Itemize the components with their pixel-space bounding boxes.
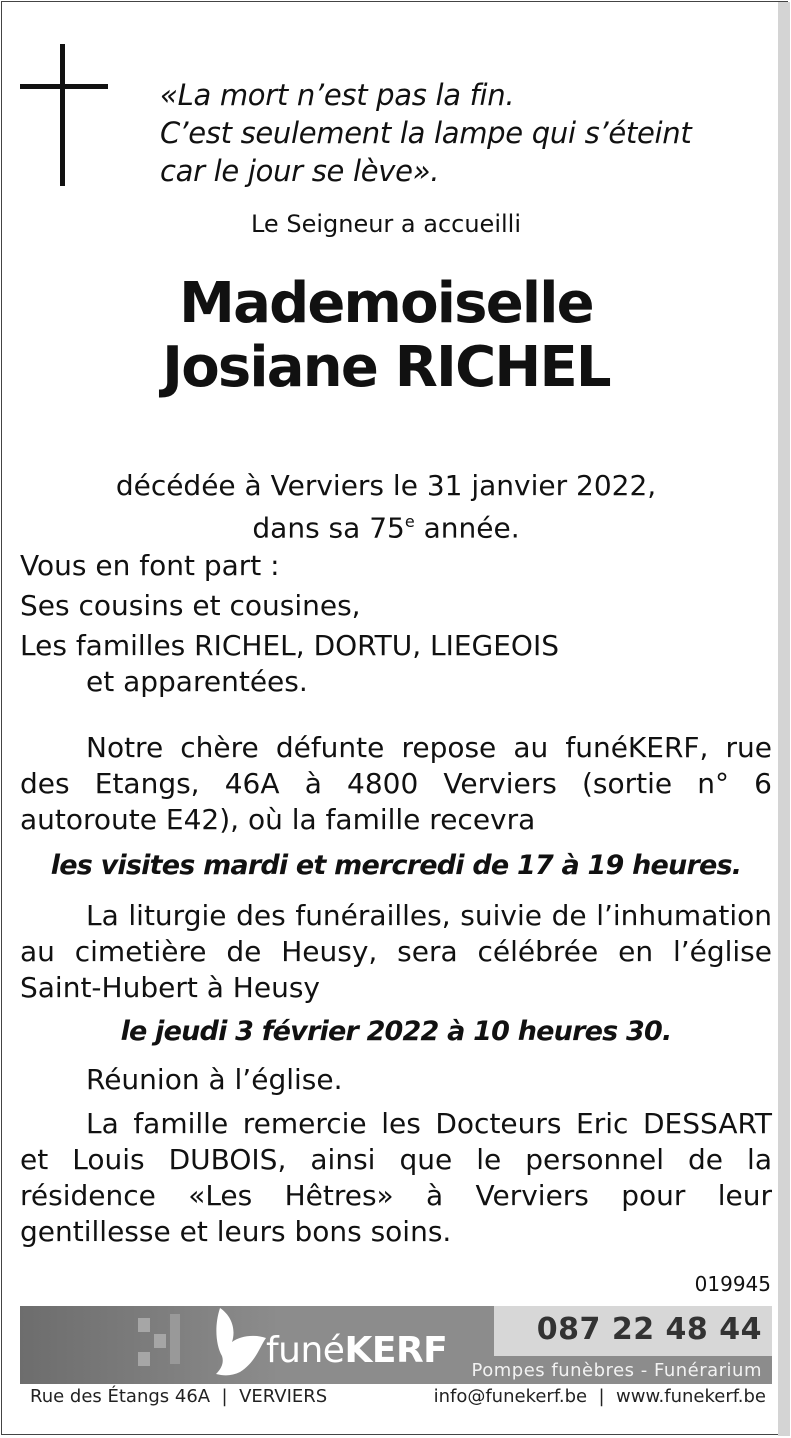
liturgy-date: le jeudi 3 février 2022 à 10 heures 30.: [120, 1016, 672, 1047]
family-line: Ses cousins et cousines,: [20, 589, 361, 622]
intro-text: Le Seigneur a accueilli: [250, 210, 521, 238]
brand-logo: funéKERF: [266, 1330, 448, 1371]
visits-schedule: les visites mardi et mercredi de 17 à 19 heures.: [50, 850, 742, 881]
margin-strip: [778, 2, 790, 1436]
address: Rue des Étangs 46A | VERVIERS: [30, 1386, 328, 1407]
quote-line: C’est seulement la lampe qui s’éteint: [160, 116, 692, 150]
title-full-name: Josiane RICHEL: [162, 335, 610, 400]
family-line: et apparentées.: [86, 665, 308, 698]
funeral-home-ad: [20, 1306, 772, 1384]
title-honorific: Mademoiselle: [179, 271, 593, 336]
epigraph-quote: [160, 76, 691, 190]
ad-footer: [20, 1386, 772, 1412]
liturgy-paragraph: La liturgie des funérailles, suivie de l’inhumation au cimetière de Heusy, sera célébrée en l’église Saint-Hubert à Heusy: [20, 899, 772, 1004]
contact-info: info@funekerf.be | www.funekerf.be: [433, 1386, 766, 1407]
thanks-paragraph: La famille remercie les Docteurs Eric DESSART et Louis DUBOIS, ainsi que le personnel de la résidence «Les Hêtres» à Verviers pour leur gentillesse et leurs bons soins.: [20, 1107, 772, 1248]
family-line: Les familles RICHEL, DORTU, LIEGEOIS: [20, 629, 559, 662]
quote-line: «La mort n’est pas la fin.: [160, 78, 515, 112]
tagline: Pompes funèbres - Funérarium: [471, 1360, 762, 1381]
repose-paragraph: Notre chère défunte repose au funéKERF, rue des Etangs, 46A à 4800 Verviers (sortie n° 6 autoroute E42), où la famille recevra: [20, 731, 772, 836]
reference-number: 019945: [694, 1272, 771, 1296]
announcement-body: [20, 548, 772, 700]
reunion-text: Réunion à l’église.: [86, 1063, 343, 1096]
death-age: dans sa 75e année.: [252, 511, 520, 545]
phone-number: 087 22 48 44: [536, 1312, 762, 1347]
phone-box: [494, 1306, 772, 1356]
announcement-intro: Vous en font part :: [20, 549, 280, 582]
death-place-date: décédée à Verviers le 31 janvier 2022,: [115, 469, 657, 502]
death-details: [0, 468, 772, 546]
quote-line: car le jour se lève».: [160, 154, 440, 188]
dove-icon: [210, 1306, 274, 1384]
deceased-name: [0, 272, 772, 400]
